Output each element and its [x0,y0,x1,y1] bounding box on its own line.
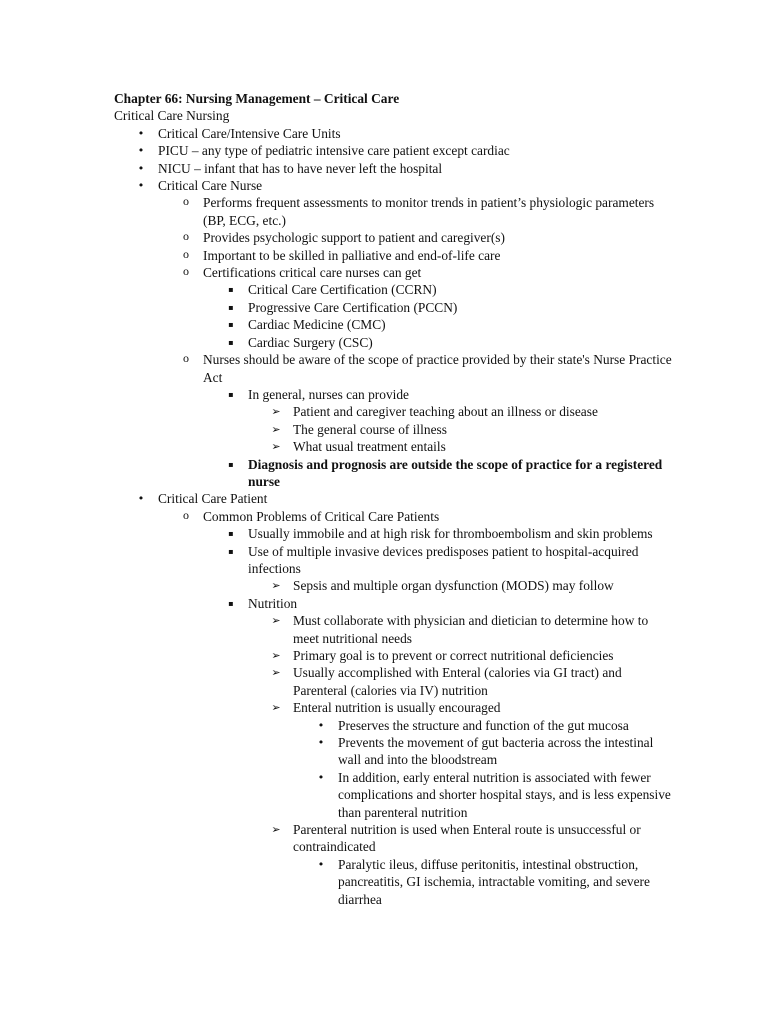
list-item [271,647,674,664]
arrow-marker: ➢ [271,579,281,593]
arrow-marker: ➢ [271,614,281,628]
bullet-marker: • [137,179,145,193]
item-text: Provides psychologic support to patient and caregiver(s) [203,230,505,246]
outline-level-2 [158,194,674,490]
item-text: Cardiac Surgery (CSC) [248,334,373,350]
list-item [271,421,674,438]
list-item [183,194,674,229]
item-text: Diagnosis and prognosis are outside the scope of practice for a registered nurse [248,456,663,489]
arrow-marker: ➢ [271,405,281,419]
list-item [137,160,674,177]
bullet-marker: • [137,492,145,506]
item-text: Sepsis and multiple organ dysfunction (MODS) may follow [293,578,614,594]
item-text: In addition, early enteral nutrition is associated with fewer complications and shorter hospital stays, and is less expensive than parenteral nutrition [338,769,671,820]
list-item [137,490,674,908]
list-item [271,577,674,594]
item-text: Prevents the movement of gut bacteria across the intestinal wall and into the bloodstream [338,735,654,768]
list-item [228,456,674,491]
list-item [317,769,674,821]
item-text: Use of multiple invasive devices predisposes patient to hospital-acquired infections [248,543,639,576]
arrow-marker: ➢ [271,649,281,662]
bullet-marker: • [317,736,325,750]
item-text: The general course of illness [293,421,447,437]
outline-level-5 [293,717,674,821]
bullet-marker: • [317,857,325,871]
item-text: NICU – infant that has to have never left the hospital [158,160,443,176]
bullet-marker: • [317,718,325,732]
outline-level-1 [114,125,674,908]
square-marker: ▪ [228,320,234,330]
bullet-marker: • [137,144,145,158]
list-item [228,595,674,908]
list-item [228,525,674,542]
circle-marker: o [183,229,189,244]
item-text: Nutrition [248,595,298,611]
item-text: Critical Care Patient [158,491,268,507]
square-marker: ▪ [228,389,234,399]
outline-level-3 [203,525,674,908]
list-item [183,507,674,908]
bullet-marker: • [137,126,145,140]
outline-level-5 [293,856,674,908]
document-body [114,90,674,908]
list-item [271,699,674,821]
list-item [183,246,674,264]
section-heading: Critical Care Nursing [114,108,230,124]
item-text: Primary goal is to prevent or correct nutritional deficiencies [293,648,614,663]
item-text: What usual treatment entails [293,439,446,455]
square-marker: ▪ [228,598,234,608]
item-text: Nurses should be aware of the scope of practice provided by their state's Nurse Practice Act [203,352,672,385]
list-item [317,717,674,734]
square-marker: ▪ [228,529,234,539]
item-text: Must collaborate with physician and dietician to determine how to meet nutritional needs [293,613,649,646]
outline-level-4 [248,577,674,594]
list-item [228,299,674,316]
item-text: Cardiac Medicine (CMC) [248,317,386,333]
square-marker: ▪ [228,285,234,295]
item-text: Paralytic ileus, diffuse peritonitis, intestinal obstruction, pancreatitis, GI ischemia, intractable vomiting, and severe diarrhea [338,856,650,907]
arrow-marker: ➢ [271,440,281,454]
item-text: Parenteral nutrition is used when Enteral route is unsuccessful or contraindicated [293,822,641,855]
item-text: Critical Care Nurse [158,178,263,194]
list-item [271,612,674,647]
item-text: Critical Care Certification (CCRN) [248,282,437,298]
square-marker: ▪ [228,302,234,312]
list-item [271,403,674,420]
list-item [183,264,674,351]
circle-marker: o [183,194,189,209]
item-text: Certifications critical care nurses can get [203,265,422,281]
item-text: Important to be skilled in palliative and end-of-life care [203,247,501,263]
item-text: Progressive Care Certification (PCCN) [248,299,458,315]
arrow-marker: ➢ [271,701,281,715]
list-item [183,351,674,490]
bullet-marker: • [317,770,325,784]
item-text: PICU – any type of pediatric intensive care patient except cardiac [158,143,510,159]
list-item [271,438,674,455]
bullet-marker: • [137,161,145,175]
list-item [183,229,674,246]
list-item [271,821,674,908]
circle-marker: o [183,351,189,366]
outline-level-4 [248,403,674,455]
circle-marker: o [183,507,189,522]
list-item [228,316,674,333]
item-text: Common Problems of Critical Care Patients [203,508,440,524]
outline-level-3 [203,281,674,351]
arrow-marker: ➢ [271,823,281,837]
outline-level-2 [158,508,674,908]
square-marker: ▪ [228,546,234,556]
square-marker: ▪ [228,459,234,469]
list-item [228,281,674,298]
circle-marker: o [183,264,189,279]
circle-marker: o [183,246,189,261]
arrow-marker: ➢ [271,666,281,680]
item-text: Patient and caregiver teaching about an illness or disease [293,404,598,420]
list-item [137,142,674,159]
item-text: In general, nurses can provide [248,386,409,402]
item-text: Preserves the structure and function of the gut mucosa [338,717,629,733]
list-item [317,734,674,769]
item-text: Critical Care/Intensive Care Units [158,125,341,141]
item-text: Performs frequent assessments to monitor trends in patient’s physiologic parameters (BP, ECG, etc.) [203,195,655,228]
square-marker: ▪ [228,337,234,347]
item-text: Enteral nutrition is usually encouraged [293,700,501,716]
outline-level-4 [248,612,674,908]
chapter-title: Chapter 66: Nursing Management – Critical Care [114,91,400,106]
item-text: Usually immobile and at high risk for thromboembolism and skin problems [248,526,653,542]
arrow-marker: ➢ [271,422,281,436]
outline-level-3 [203,386,674,490]
list-item [228,543,674,595]
list-item [137,177,674,490]
item-text: Usually accomplished with Enteral (calories via GI tract) and Parenteral (calories via IV) nutrition [293,665,622,698]
list-item [137,125,674,142]
list-item [271,664,674,699]
list-item [317,856,674,908]
list-item [228,334,674,351]
list-item [228,386,674,456]
